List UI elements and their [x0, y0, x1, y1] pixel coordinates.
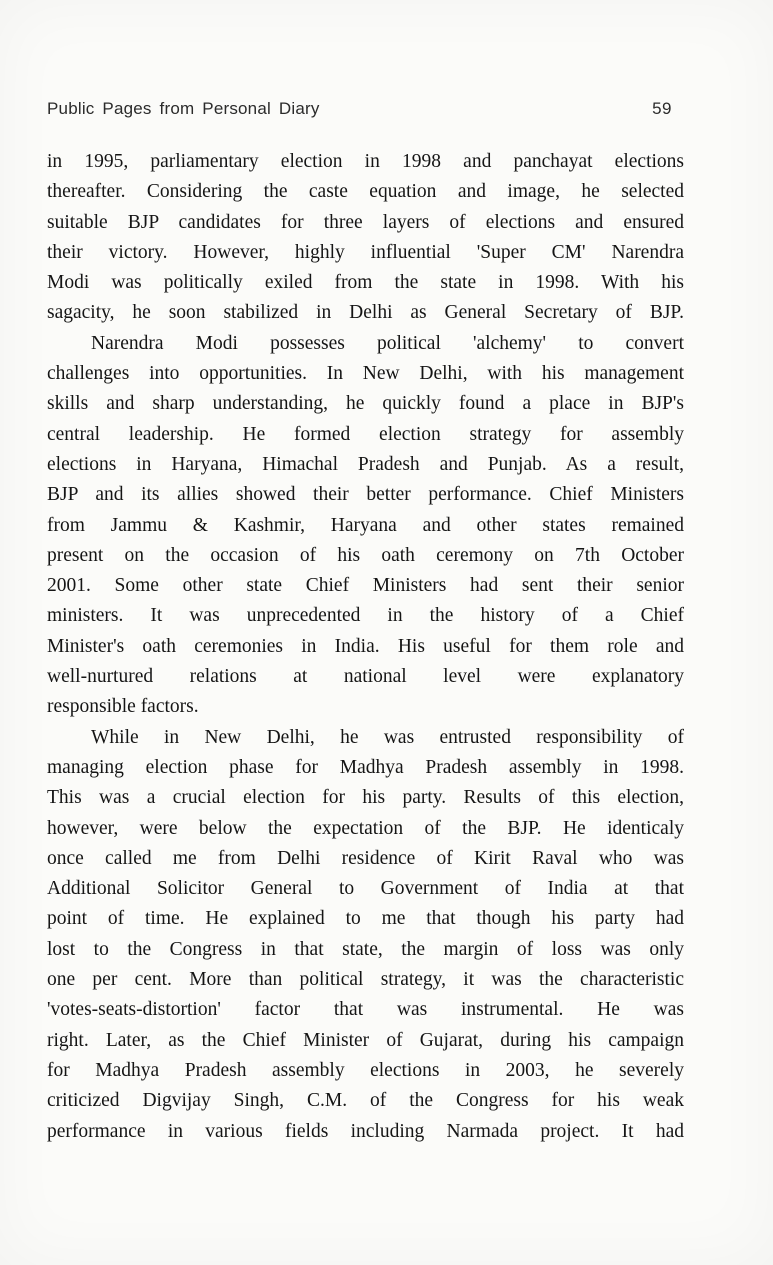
text-line: While in New Delhi, he was entrusted responsibility of	[91, 726, 684, 748]
text-line: present on the occasion of his oath ceremony on 7th October	[47, 544, 684, 566]
text-line: sagacity, he soon stabilized in Delhi as General Secretary of BJP.	[47, 302, 684, 324]
text-line: suitable BJP candidates for three layers of elections and ensured	[47, 211, 684, 233]
text-line: right. Later, as the Chief Minister of Gujarat, during his campaign	[47, 1029, 684, 1051]
text-line: responsible factors.	[47, 696, 199, 718]
paragraph-2	[47, 329, 684, 723]
text-line: for Madhya Pradesh assembly elections in 2003, he severely	[47, 1059, 684, 1081]
page-number: 59	[652, 99, 672, 118]
text-line: Additional Solicitor General to Government of India at that	[47, 878, 684, 900]
text-line: challenges into opportunities. In New Delhi, with his management	[47, 363, 684, 385]
running-title: Public Pages from Personal Diary	[47, 99, 320, 118]
paragraph-3	[47, 723, 684, 1147]
text-line: elections in Haryana, Himachal Pradesh and Punjab. As a result,	[47, 453, 684, 475]
text-line: thereafter. Considering the caste equation and image, he selected	[47, 181, 684, 203]
text-line: criticized Digvijay Singh, C.M. of the Congress for his weak	[47, 1090, 684, 1112]
text-line: their victory. However, highly influential 'Super CM' Narendra	[47, 241, 684, 263]
paragraph-1	[47, 147, 684, 329]
text-line: BJP and its allies showed their better performance. Chief Ministers	[47, 484, 684, 506]
text-line: managing election phase for Madhya Pradesh assembly in 1998.	[47, 756, 684, 778]
text-line: 'votes-seats-distortion' factor that was instrumental. He was	[47, 999, 684, 1021]
page-header	[47, 99, 672, 119]
text-line: Narendra Modi possesses political 'alchemy' to convert	[91, 332, 684, 354]
text-line: once called me from Delhi residence of Kirit Raval who was	[47, 847, 684, 869]
text-line: point of time. He explained to me that though his party had	[47, 908, 684, 930]
text-line: lost to the Congress in that state, the margin of loss was only	[47, 938, 684, 960]
text-line: ministers. It was unprecedented in the history of a Chief	[47, 605, 684, 627]
text-line: one per cent. More than political strategy, it was the characteristic	[47, 969, 684, 991]
text-line: Minister's oath ceremonies in India. His useful for them role and	[47, 635, 684, 657]
page-body	[47, 147, 684, 1147]
text-line: This was a crucial election for his party. Results of this election,	[47, 787, 684, 809]
text-line: in 1995, parliamentary election in 1998 and panchayat elections	[47, 151, 684, 172]
text-line: however, were below the expectation of the BJP. He identicaly	[47, 817, 684, 839]
text-line: well-nurtured relations at national level were explanatory	[47, 666, 684, 688]
text-line: Modi was politically exiled from the state in 1998. With his	[47, 272, 684, 294]
text-line: central leadership. He formed election strategy for assembly	[47, 423, 684, 445]
text-line: from Jammu & Kashmir, Haryana and other states remained	[47, 514, 684, 536]
text-line: performance in various fields including Narmada project. It had	[47, 1120, 684, 1142]
text-line: 2001. Some other state Chief Ministers had sent their senior	[47, 575, 684, 597]
text-line: skills and sharp understanding, he quickly found a place in BJP's	[47, 393, 684, 415]
